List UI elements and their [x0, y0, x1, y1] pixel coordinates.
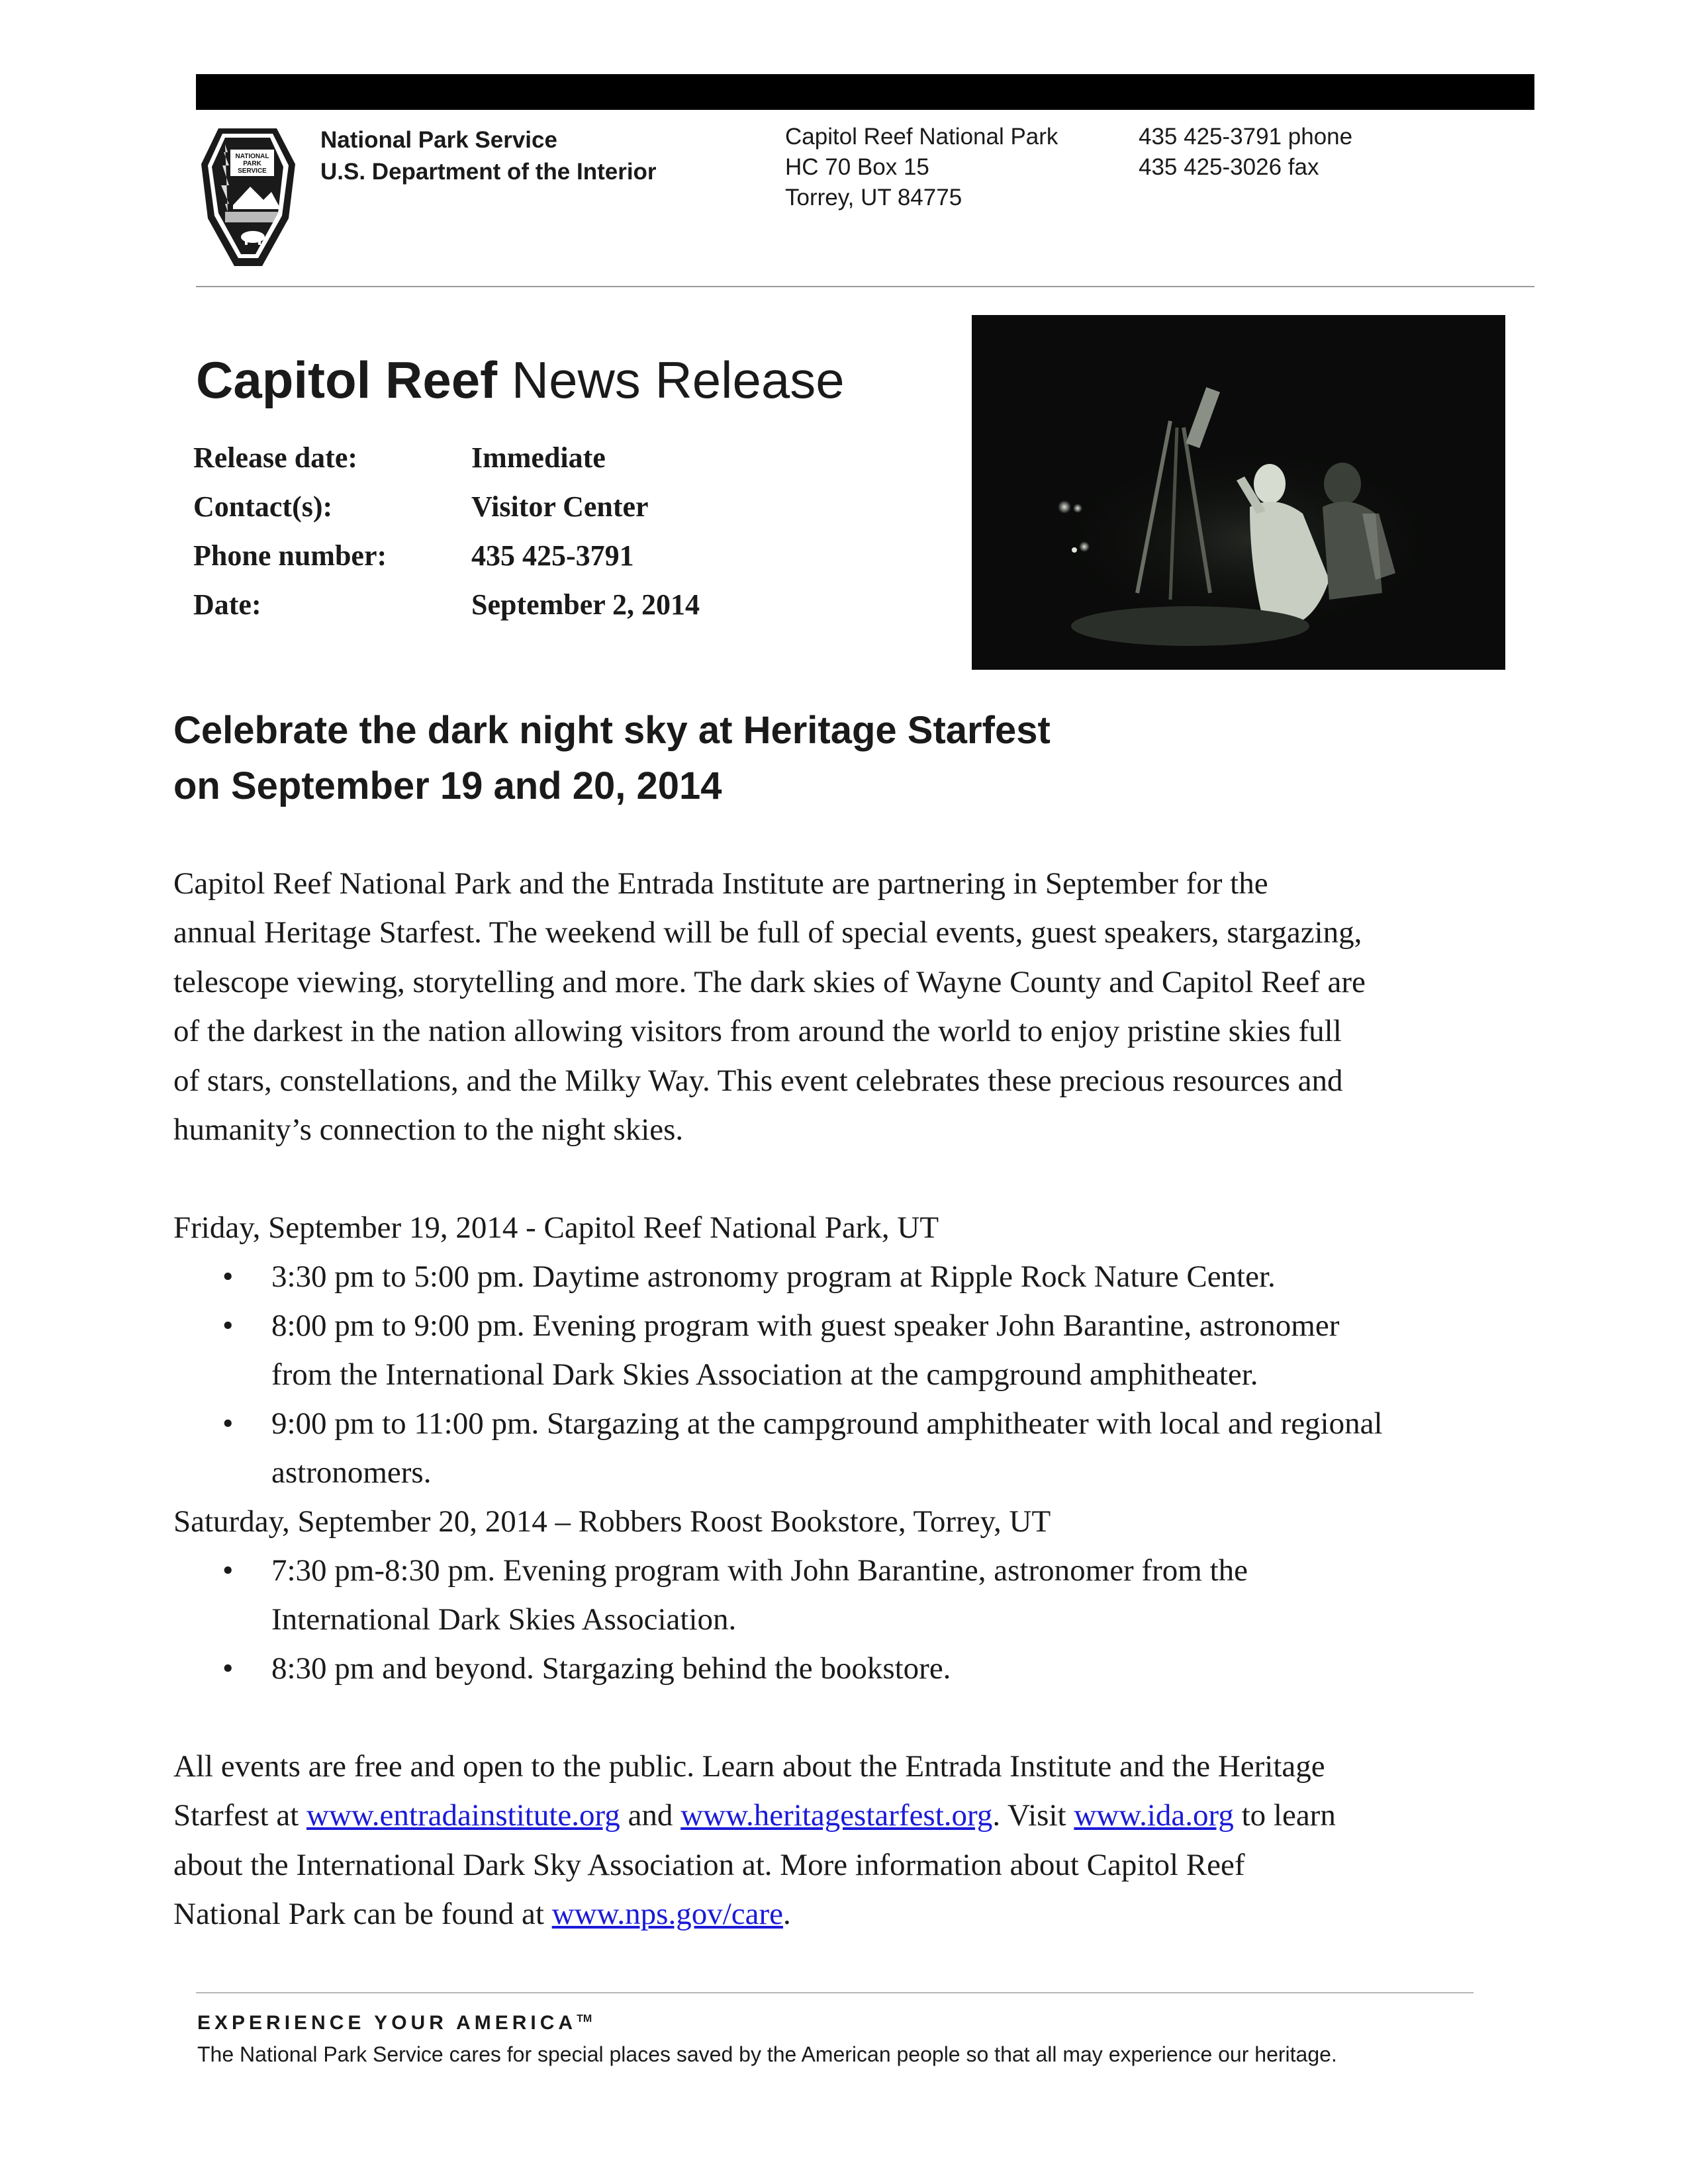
- paragraph-line: [173, 1889, 1564, 1938]
- text-run: and: [620, 1798, 681, 1833]
- paragraph-line: Capitol Reef National Park and the Entrada Institute are partnering in September for the: [173, 866, 1268, 901]
- release-label: Date:: [193, 588, 261, 621]
- release-row: [193, 588, 789, 637]
- release-row: [193, 490, 789, 539]
- intro-paragraph: [173, 859, 1564, 1154]
- agency-block: [320, 124, 657, 188]
- department-name: U.S. Department of the Interior: [320, 159, 657, 185]
- bullet-icon: •: [222, 1651, 234, 1686]
- list-line: 9:00 pm to 11:00 pm. Stargazing at the campground amphitheater with local and regional: [271, 1406, 1383, 1441]
- trademark-mark: TM: [577, 2013, 592, 2025]
- header-bar: [196, 74, 1534, 110]
- nps-arrowhead-logo-icon: [199, 126, 298, 269]
- bullet-icon: •: [222, 1553, 234, 1588]
- page-title: [196, 347, 845, 413]
- contact-numbers: [1139, 122, 1352, 183]
- list-item: [173, 1252, 1564, 1301]
- svg-text:NATIONAL: NATIONAL: [235, 153, 269, 160]
- text-run: to learn: [1233, 1798, 1336, 1833]
- header-divider: [196, 286, 1534, 287]
- bullet-icon: •: [222, 1308, 234, 1343]
- list-line: 8:00 pm to 9:00 pm. Evening program with guest speaker John Barantine, astronomer: [271, 1308, 1340, 1343]
- agency-name: National Park Service: [320, 127, 557, 153]
- paragraph-line: All events are free and open to the public. Learn about the Entrada Institute and the Heritage: [173, 1749, 1325, 1784]
- list-line: 8:30 pm and beyond. Stargazing behind the bookstore.: [271, 1651, 951, 1686]
- headline-line: on September 19 and 20, 2014: [173, 764, 722, 807]
- friday-heading: Friday, September 19, 2014 - Capitol Reef National Park, UT: [173, 1210, 939, 1245]
- footer-slogan: [197, 2012, 592, 2034]
- release-label: Phone number:: [193, 539, 387, 572]
- release-row: [193, 539, 789, 588]
- text-run: .: [783, 1897, 791, 1932]
- svg-text:SERVICE: SERVICE: [238, 167, 267, 175]
- svg-text:PARK: PARK: [243, 160, 261, 167]
- list-line: 7:30 pm-8:30 pm. Evening program with John Barantine, astronomer from the: [271, 1553, 1248, 1588]
- list-item-text: [271, 1399, 1383, 1498]
- footer-tagline: The National Park Service cares for special places saved by the American people so that all may experience our heritage.: [197, 2042, 1337, 2066]
- paragraph-line: about the International Dark Sky Association at. More information about Capitol Reef: [173, 1847, 1245, 1882]
- release-value: September 2, 2014: [471, 588, 700, 621]
- paragraph-line: of stars, constellations, and the Milky Way. This event celebrates these precious resources and: [173, 1063, 1343, 1098]
- slogan-text: EXPERIENCE YOUR AMERICA: [197, 2012, 577, 2034]
- list-line: 3:30 pm to 5:00 pm. Daytime astronomy program at Ripple Rock Nature Center.: [271, 1259, 1276, 1294]
- entrada-link[interactable]: www.entradainstitute.org: [306, 1798, 620, 1833]
- paragraph-line: humanity’s connection to the night skies.: [173, 1113, 684, 1148]
- paragraph-line: [173, 1791, 1564, 1840]
- release-value: 435 425-3791: [471, 539, 634, 572]
- night-telescope-photo: [972, 315, 1505, 670]
- ida-link[interactable]: www.ida.org: [1074, 1798, 1234, 1833]
- list-item: [173, 1546, 1564, 1644]
- footer-divider: [196, 1992, 1474, 1993]
- paragraph-line: of the darkest in the nation allowing visitors from around the world to enjoy pristine skies full: [173, 1014, 1342, 1049]
- list-item: [173, 1399, 1564, 1497]
- release-value: Visitor Center: [471, 490, 649, 523]
- bullet-icon: •: [222, 1259, 234, 1294]
- release-label: Release date:: [193, 441, 358, 474]
- phone-number: 435 425-3791 phone: [1139, 124, 1353, 150]
- list-item-text: [271, 1252, 1276, 1301]
- nps-care-link[interactable]: www.nps.gov/care: [551, 1897, 784, 1932]
- text-run: . Visit: [992, 1798, 1074, 1833]
- address-block: [785, 122, 1058, 213]
- paragraph-line: annual Heritage Starfest. The weekend will be full of special events, guest speakers, stargazing,: [173, 915, 1362, 950]
- address-line: HC 70 Box 15: [785, 154, 929, 180]
- list-item: [173, 1301, 1564, 1399]
- text-run: National Park can be found at: [173, 1897, 552, 1932]
- list-line: astronomers.: [271, 1455, 432, 1490]
- paragraph-line: telescope viewing, storytelling and more. The dark skies of Wayne County and Capitol Reef are: [173, 964, 1366, 999]
- list-item-text: [271, 1644, 951, 1693]
- release-value: Immediate: [471, 441, 606, 474]
- heritagestarfest-link[interactable]: www.heritagestarfest.org: [680, 1798, 993, 1833]
- list-line: International Dark Skies Association.: [271, 1602, 737, 1637]
- title-bold: Capitol Reef: [196, 351, 498, 409]
- closing-paragraph: [173, 1742, 1564, 1939]
- list-item-text: [271, 1301, 1339, 1400]
- address-line: Torrey, UT 84775: [785, 185, 962, 210]
- title-rest: News Release: [497, 351, 845, 409]
- text-run: Starfest at: [173, 1798, 306, 1833]
- headline-line: Celebrate the dark night sky at Heritage Starfest: [173, 709, 1051, 752]
- headline: [173, 703, 1431, 814]
- address-line: Capitol Reef National Park: [785, 124, 1058, 150]
- list-item: [173, 1644, 1564, 1693]
- release-label: Contact(s):: [193, 490, 333, 523]
- saturday-heading: Saturday, September 20, 2014 – Robbers Roost Bookstore, Torrey, UT: [173, 1504, 1051, 1539]
- fax-number: 435 425-3026 fax: [1139, 154, 1319, 180]
- list-line: from the International Dark Skies Association at the campground amphitheater.: [271, 1357, 1258, 1392]
- bullet-icon: •: [222, 1406, 234, 1441]
- release-row: [193, 441, 789, 490]
- list-item-text: [271, 1546, 1248, 1645]
